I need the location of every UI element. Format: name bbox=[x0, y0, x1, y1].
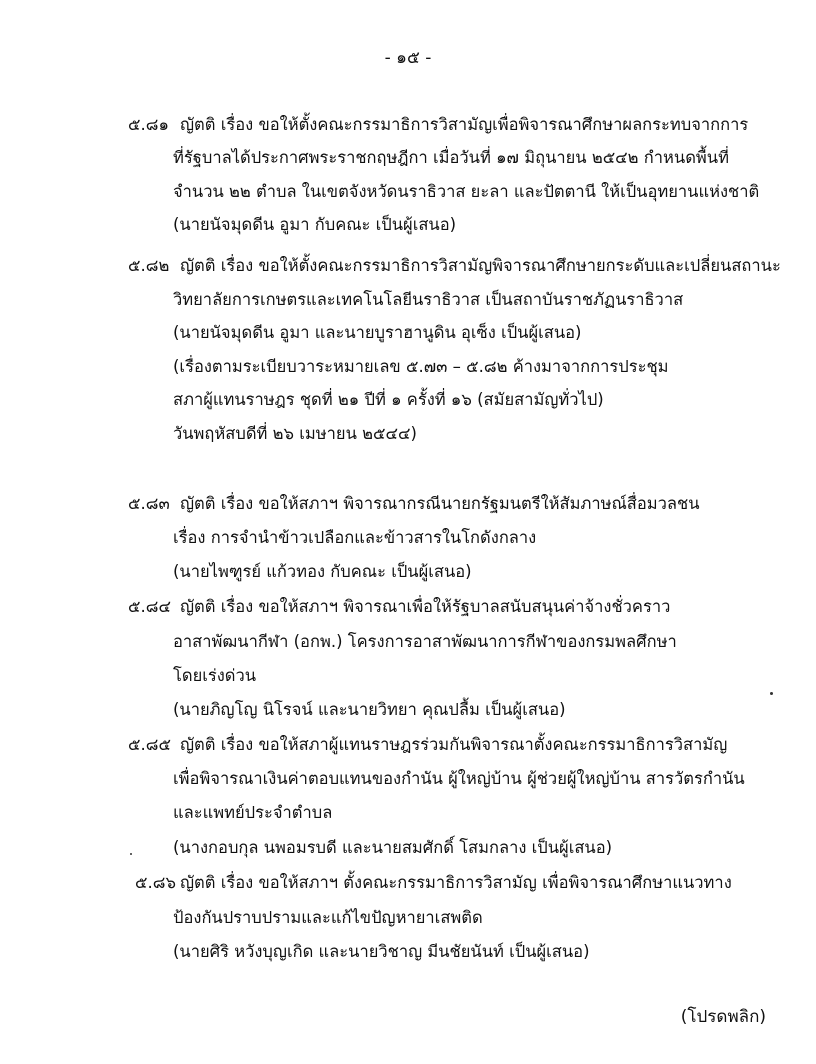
agenda-item-line: ญัตติ เรื่อง ขอให้ตั้งคณะกรรมาธิการวิสามัญพิจารณาศึกษายกระดับและเปลี่ยนสถานะ bbox=[180, 256, 781, 275]
agenda-item-line: (นายไพฑูรย์ แก้วทอง กับคณะ เป็นผู้เสนอ) bbox=[173, 562, 472, 581]
agenda-item-line: ญัตติ เรื่อง ขอให้สภาฯ พิจารณาเพื่อให้รัฐบาลสนับสนุนค่าจ้างชั่วคราว bbox=[180, 597, 671, 616]
scan-speck bbox=[130, 853, 132, 855]
agenda-item-line: เรื่อง การจำนำข้าวเปลือกและข้าวสารในโกดังกลาง bbox=[173, 528, 537, 547]
agenda-item-line: (นายภิญโญ นิโรจน์ และนายวิทยา คุณปลื้ม เป็นผู้เสนอ) bbox=[173, 700, 566, 719]
agenda-item-line: (นางกอบกุล นพอมรบดี และนายสมศักดิ์ โสมกลาง เป็นผู้เสนอ) bbox=[173, 838, 613, 857]
page-number: - ๑๕ - bbox=[384, 48, 432, 68]
agenda-item-line: วิทยาลัยการเกษตรและเทคโนโลยีนราธิวาส เป็นสถาบันราชภัฏนราธิวาส bbox=[173, 290, 684, 309]
agenda-item-line: ที่รัฐบาลได้ประกาศพระราชกฤษฎีกา เมื่อวันที่ ๑๗ มิถุนายน ๒๕๔๒ กำหนดพื้นที่ bbox=[173, 148, 729, 167]
agenda-item-line: จำนวน ๒๒ ตำบล ในเขตจังหวัดนราธิวาส ยะลา และปัตตานี ให้เป็นอุทยานแห่งชาติ bbox=[173, 182, 760, 201]
agenda-item-number: ๕.๘๔ bbox=[128, 597, 171, 616]
agenda-item-line: ญัตติ เรื่อง ขอให้สภาฯ พิจารณากรณีนายกรัฐมนตรีให้สัมภาษณ์สื่อมวลชน bbox=[180, 494, 700, 513]
agenda-item-line: (เรื่องตามระเบียบวาระหมายเลข ๕.๗๓ – ๕.๘๒ ค้างมาจากการประชุม bbox=[173, 357, 669, 376]
agenda-item-line: วันพฤหัสบดีที่ ๒๖ เมษายน ๒๕๔๔) bbox=[173, 424, 417, 443]
agenda-item-line: ญัตติ เรื่อง ขอให้สภาฯ ตั้งคณะกรรมาธิการวิสามัญ เพื่อพิจารณาศึกษาแนวทาง bbox=[180, 873, 732, 892]
agenda-item-line: เพื่อพิจารณาเงินค่าตอบแทนของกำนัน ผู้ใหญ่บ้าน ผู้ช่วยผู้ใหญ่บ้าน สารวัตรกำนัน bbox=[173, 769, 745, 788]
agenda-item-number: ๕.๘๒ bbox=[128, 256, 170, 275]
agenda-item-number: ๕.๘๓ bbox=[128, 494, 170, 513]
agenda-item-number: ๕.๘๖ bbox=[135, 873, 176, 892]
agenda-item-line: (นายนัจมุดดีน อูมา และนายบูราฮานูดิน อุเซ็ง เป็นผู้เสนอ) bbox=[173, 323, 582, 342]
agenda-item-number: ๕.๘๑ bbox=[128, 115, 169, 134]
agenda-item-number: ๕.๘๕ bbox=[128, 735, 171, 754]
agenda-item-line: สภาผู้แทนราษฎร ชุดที่ ๒๑ ปีที่ ๑ ครั้งที่ ๑๖ (สมัยสามัญทั่วไป) bbox=[173, 390, 604, 409]
scan-speck bbox=[770, 692, 773, 695]
agenda-item-line: ญัตติ เรื่อง ขอให้สภาผู้แทนราษฎรร่วมกันพิจารณาตั้งคณะกรรมาธิการวิสามัญ bbox=[180, 735, 728, 754]
agenda-item-line: และแพทย์ประจำตำบล bbox=[173, 803, 333, 822]
agenda-item-line: ญัตติ เรื่อง ขอให้ตั้งคณะกรรมาธิการวิสามัญเพื่อพิจารณาศึกษาผลกระทบจากการ bbox=[180, 115, 749, 134]
agenda-item-line: (นายนัจมุดดีน อูมา กับคณะ เป็นผู้เสนอ) bbox=[173, 215, 457, 234]
agenda-item-line: โดยเร่งด่วน bbox=[173, 666, 257, 685]
agenda-item-line: (นายศิริ หวังบุญเกิด และนายวิชาญ มีนชัยนันท์ เป็นผู้เสนอ) bbox=[173, 942, 590, 961]
turn-over-note: (โปรดพลิก) bbox=[680, 1007, 766, 1027]
agenda-item-line: ป้องกันปราบปรามและแก้ไขปัญหายาเสพติด bbox=[173, 908, 483, 927]
agenda-item-line: อาสาพัฒนากีฬา (อกพ.) โครงการอาสาพัฒนาการกีฬาของกรมพลศึกษา bbox=[173, 632, 677, 651]
